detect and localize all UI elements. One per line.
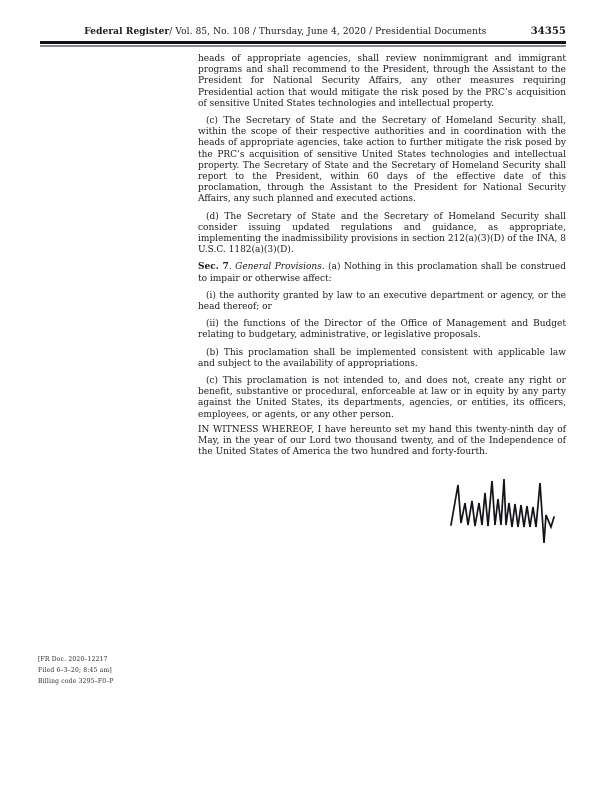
body-paragraph	[198, 376, 566, 421]
document-body	[198, 54, 566, 549]
billing-code: Billing code 3295–F0–P	[38, 678, 114, 685]
body-paragraph	[198, 291, 566, 313]
body-paragraph	[198, 212, 566, 257]
body-paragraphs	[198, 54, 566, 459]
body-paragraph	[198, 425, 566, 459]
paragraph-text: (b) This proclamation shall be implemented consistent with applicable law and subject to the availability of appropriations.	[198, 347, 566, 369]
paragraph-text: (c) This proclamation is not intended to, and does not, create any right or benefit, substantive or procedural, enforceable at law or in equity by any party against the United States, its departments, agencies, or entities, its officers, employees, or agents, or any other person.	[198, 376, 566, 420]
paragraph-text: (i) the authority granted by law to an executive department or agency, or the head thereof; or	[198, 290, 566, 313]
filed-date: Filed 6–3–20; 8:45 am]	[38, 667, 112, 674]
body-paragraph	[198, 262, 566, 284]
signature-graphic	[448, 473, 566, 549]
paragraph-text: . (a) Nothing in this proclamation shall be construed to impair or otherwise affect:	[198, 262, 566, 284]
paragraph-text: .	[228, 262, 236, 273]
paragraph-text: Sec. 7	[198, 262, 229, 273]
fr-doc-number: [FR Doc. 2020–12217	[38, 656, 108, 663]
paragraph-text: (ii) the functions of the Director of the Office of Management and Budget relating to budgetary, administrative, or legislative proposals.	[198, 319, 566, 341]
paragraph-text: heads of appropriate agencies, shall review nonimmigrant and immigrant programs and shall recommend to the President, through the Assistant to the President for National Security Affairs, any other measures requiring Presidential action that would mitigate the risk posed by the PRC’s acquisition of sensitive United States technologies and intellectual property.	[198, 54, 566, 109]
body-paragraph	[198, 348, 566, 370]
paragraph-text: (c) The Secretary of State and the Secretary of Homeland Security shall, within the scope of their respective authorities and in coordination with the heads of appropriate agencies, take action to further mitigate the risk posed by the PRC’s acquisition of sensitive United States technologies and intellectual property. The Secretary of State and the Secretary of Homeland Security shall report to the President, within 60 days of the effective date of this proclamation, through the Assistant to the President for National Security Affairs, any such planned and executed actions.	[198, 116, 566, 205]
paragraph-text: General Provisions	[235, 262, 322, 273]
header-row	[40, 26, 566, 37]
fr-doc-info	[38, 654, 114, 687]
body-paragraph	[198, 116, 566, 206]
body-paragraph	[198, 54, 566, 110]
header-rule-thin	[40, 45, 566, 47]
paragraph-text: IN WITNESS WHEREOF, I have hereunto set my hand this twenty-ninth day of May, in the year of our Lord two thousand twenty, and of the Independence of the United States of America the two hundred and forty-fourth.	[198, 424, 566, 458]
header-rule-thick	[40, 41, 566, 44]
header-citation	[40, 27, 531, 37]
paragraph-text: (d) The Secretary of State and the Secretary of Homeland Security shall consider issuing updated regulations and guidance, as appropriate, implementing the inadmissibility provisions in section 212(a)(3)(D) of the INA, 8 U.S.C. 1182(a)(3)(D).	[198, 211, 566, 256]
page-header	[40, 26, 566, 47]
issue-citation: / Vol. 85, No. 108 / Thursday, June 4, 2020 / Presidential Documents	[169, 27, 487, 37]
presidential-signature	[448, 473, 566, 549]
body-paragraph	[198, 319, 566, 341]
page-number: 34355	[530, 26, 566, 37]
journal-title: Federal Register	[84, 27, 170, 37]
